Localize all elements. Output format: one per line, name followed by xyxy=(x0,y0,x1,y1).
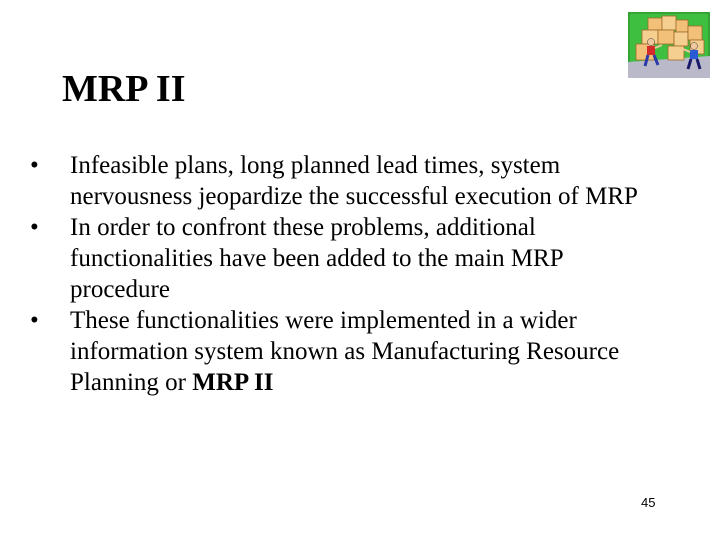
bullet-text: Infeasible plans, long planned lead times, system nervousness jeopardize the successful execution of MRP xyxy=(70,152,638,210)
bullet-dot: • xyxy=(30,214,39,241)
bullet-dot: • xyxy=(30,307,39,334)
bullet-item xyxy=(0,305,640,398)
warehouse-workers-boxes-icon xyxy=(628,12,710,78)
bullet-bold-term: MRP II xyxy=(192,369,274,396)
bullet-dot: • xyxy=(30,152,39,179)
bullet-item xyxy=(0,212,640,305)
page-number: 45 xyxy=(641,495,656,510)
slide-title: MRP II xyxy=(62,68,186,110)
bullet-list xyxy=(0,150,720,398)
bullet-text: In order to confront these problems, additional functionalities have been added to the main MRP procedure xyxy=(70,214,563,303)
bullet-text: These functionalities were implemented in a wider information system known as Manufacturing Resource Planning or xyxy=(70,307,620,396)
bullet-item xyxy=(0,150,640,212)
